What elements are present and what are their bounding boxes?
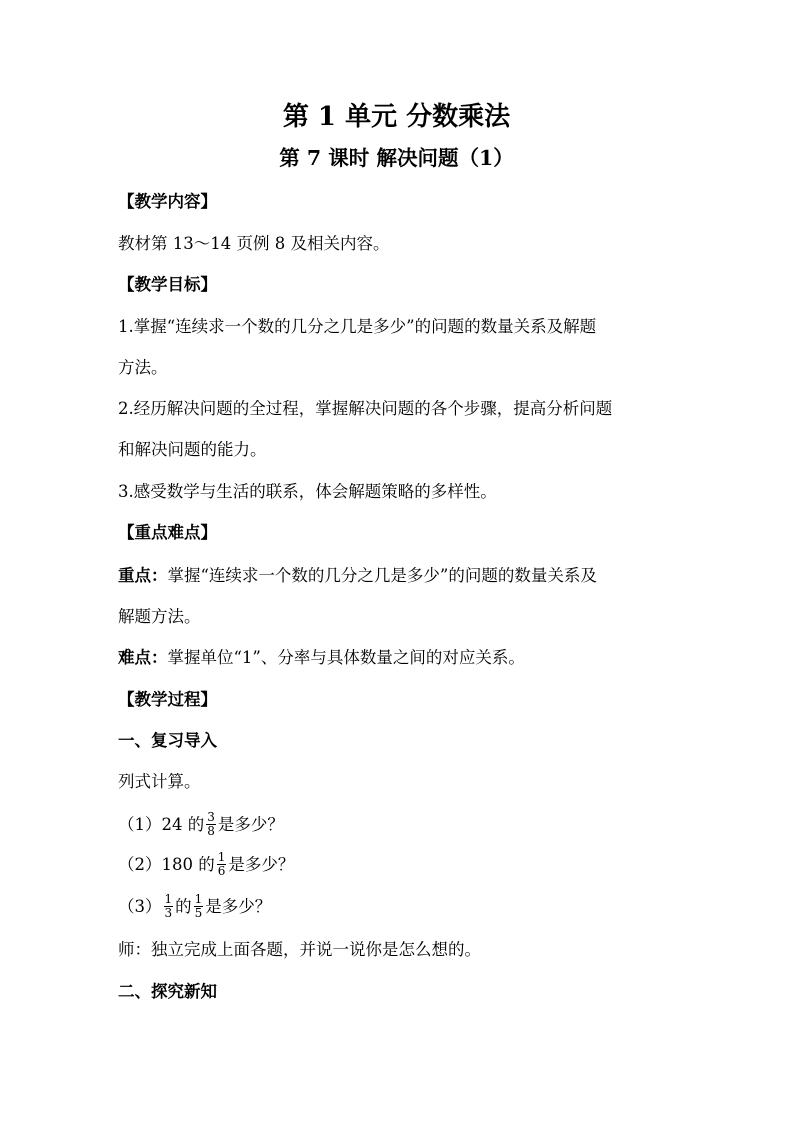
unit-title: 第 1 单元 分数乘法 [282, 102, 511, 132]
question-2-prefix: （2）180 的 [118, 855, 215, 874]
question-2-suffix: 是多少？ [228, 855, 295, 874]
fraction-3-8 [206, 811, 216, 838]
goal-3: 3.感受数学与生活的联系，体会解题策略的多样性。 [118, 482, 497, 501]
key-point-line-2: 解题方法。 [118, 607, 201, 626]
fraction-numerator: 1 [164, 892, 173, 906]
question-1-suffix: 是多少？ [217, 815, 284, 834]
section-heading-goals: 【教学目标】 [118, 275, 217, 294]
lesson-title: 第 7 课时 解决问题（1） [279, 146, 514, 170]
teacher-instruction: 师：独立完成上面各题，并说一说你是怎么想的。 [118, 940, 481, 959]
key-point-line-1 [118, 566, 597, 586]
goal-1-line-2: 方法。 [118, 358, 168, 377]
question-3-mid: 的 [175, 897, 192, 916]
difficulty-line [118, 648, 525, 668]
fraction-1-5 [194, 893, 204, 920]
key-point-text: 掌握“连续求一个数的几分之几是多少”的问题的数量关系及 [167, 566, 597, 585]
content-text: 教材第 13～14 页例 8 及相关内容。 [118, 234, 390, 253]
fraction-denominator: 5 [194, 906, 203, 920]
question-3-prefix: （3） [118, 897, 162, 916]
section-heading-content: 【教学内容】 [118, 192, 217, 211]
section-heading-process: 【教学过程】 [118, 690, 217, 709]
section-heading-key-points: 【重点难点】 [118, 523, 217, 542]
part-2-heading: 二、探究新知 [118, 982, 217, 1001]
goal-2-line-1: 2.经历解决问题的全过程，掌握解决问题的各个步骤，提高分析问题 [118, 399, 613, 418]
question-2 [118, 852, 294, 879]
question-1 [118, 812, 284, 839]
fraction-denominator: 6 [217, 864, 226, 878]
fraction-numerator: 1 [194, 892, 203, 906]
fraction-numerator: 3 [207, 810, 215, 824]
fraction-denominator: 3 [164, 906, 173, 920]
question-1-prefix: （1）24 的 [118, 815, 205, 834]
part-1-heading: 一、复习导入 [118, 731, 217, 750]
calc-intro: 列式计算。 [118, 772, 201, 791]
fraction-1-3 [164, 893, 174, 920]
key-point-label: 重点： [118, 566, 168, 585]
goal-2-line-2: 和解决问题的能力。 [118, 440, 267, 459]
difficulty-text: 掌握单位“1”、分率与具体数量之间的对应关系。 [167, 648, 525, 667]
difficulty-label: 难点： [118, 648, 168, 667]
goal-1-line-1: 1.掌握“连续求一个数的几分之几是多少”的问题的数量关系及解题 [118, 317, 597, 336]
fraction-1-6 [217, 851, 227, 878]
question-3-suffix: 是多少？ [205, 897, 272, 916]
fraction-numerator: 1 [217, 850, 226, 864]
fraction-denominator: 8 [207, 824, 215, 838]
question-3 [118, 894, 271, 921]
